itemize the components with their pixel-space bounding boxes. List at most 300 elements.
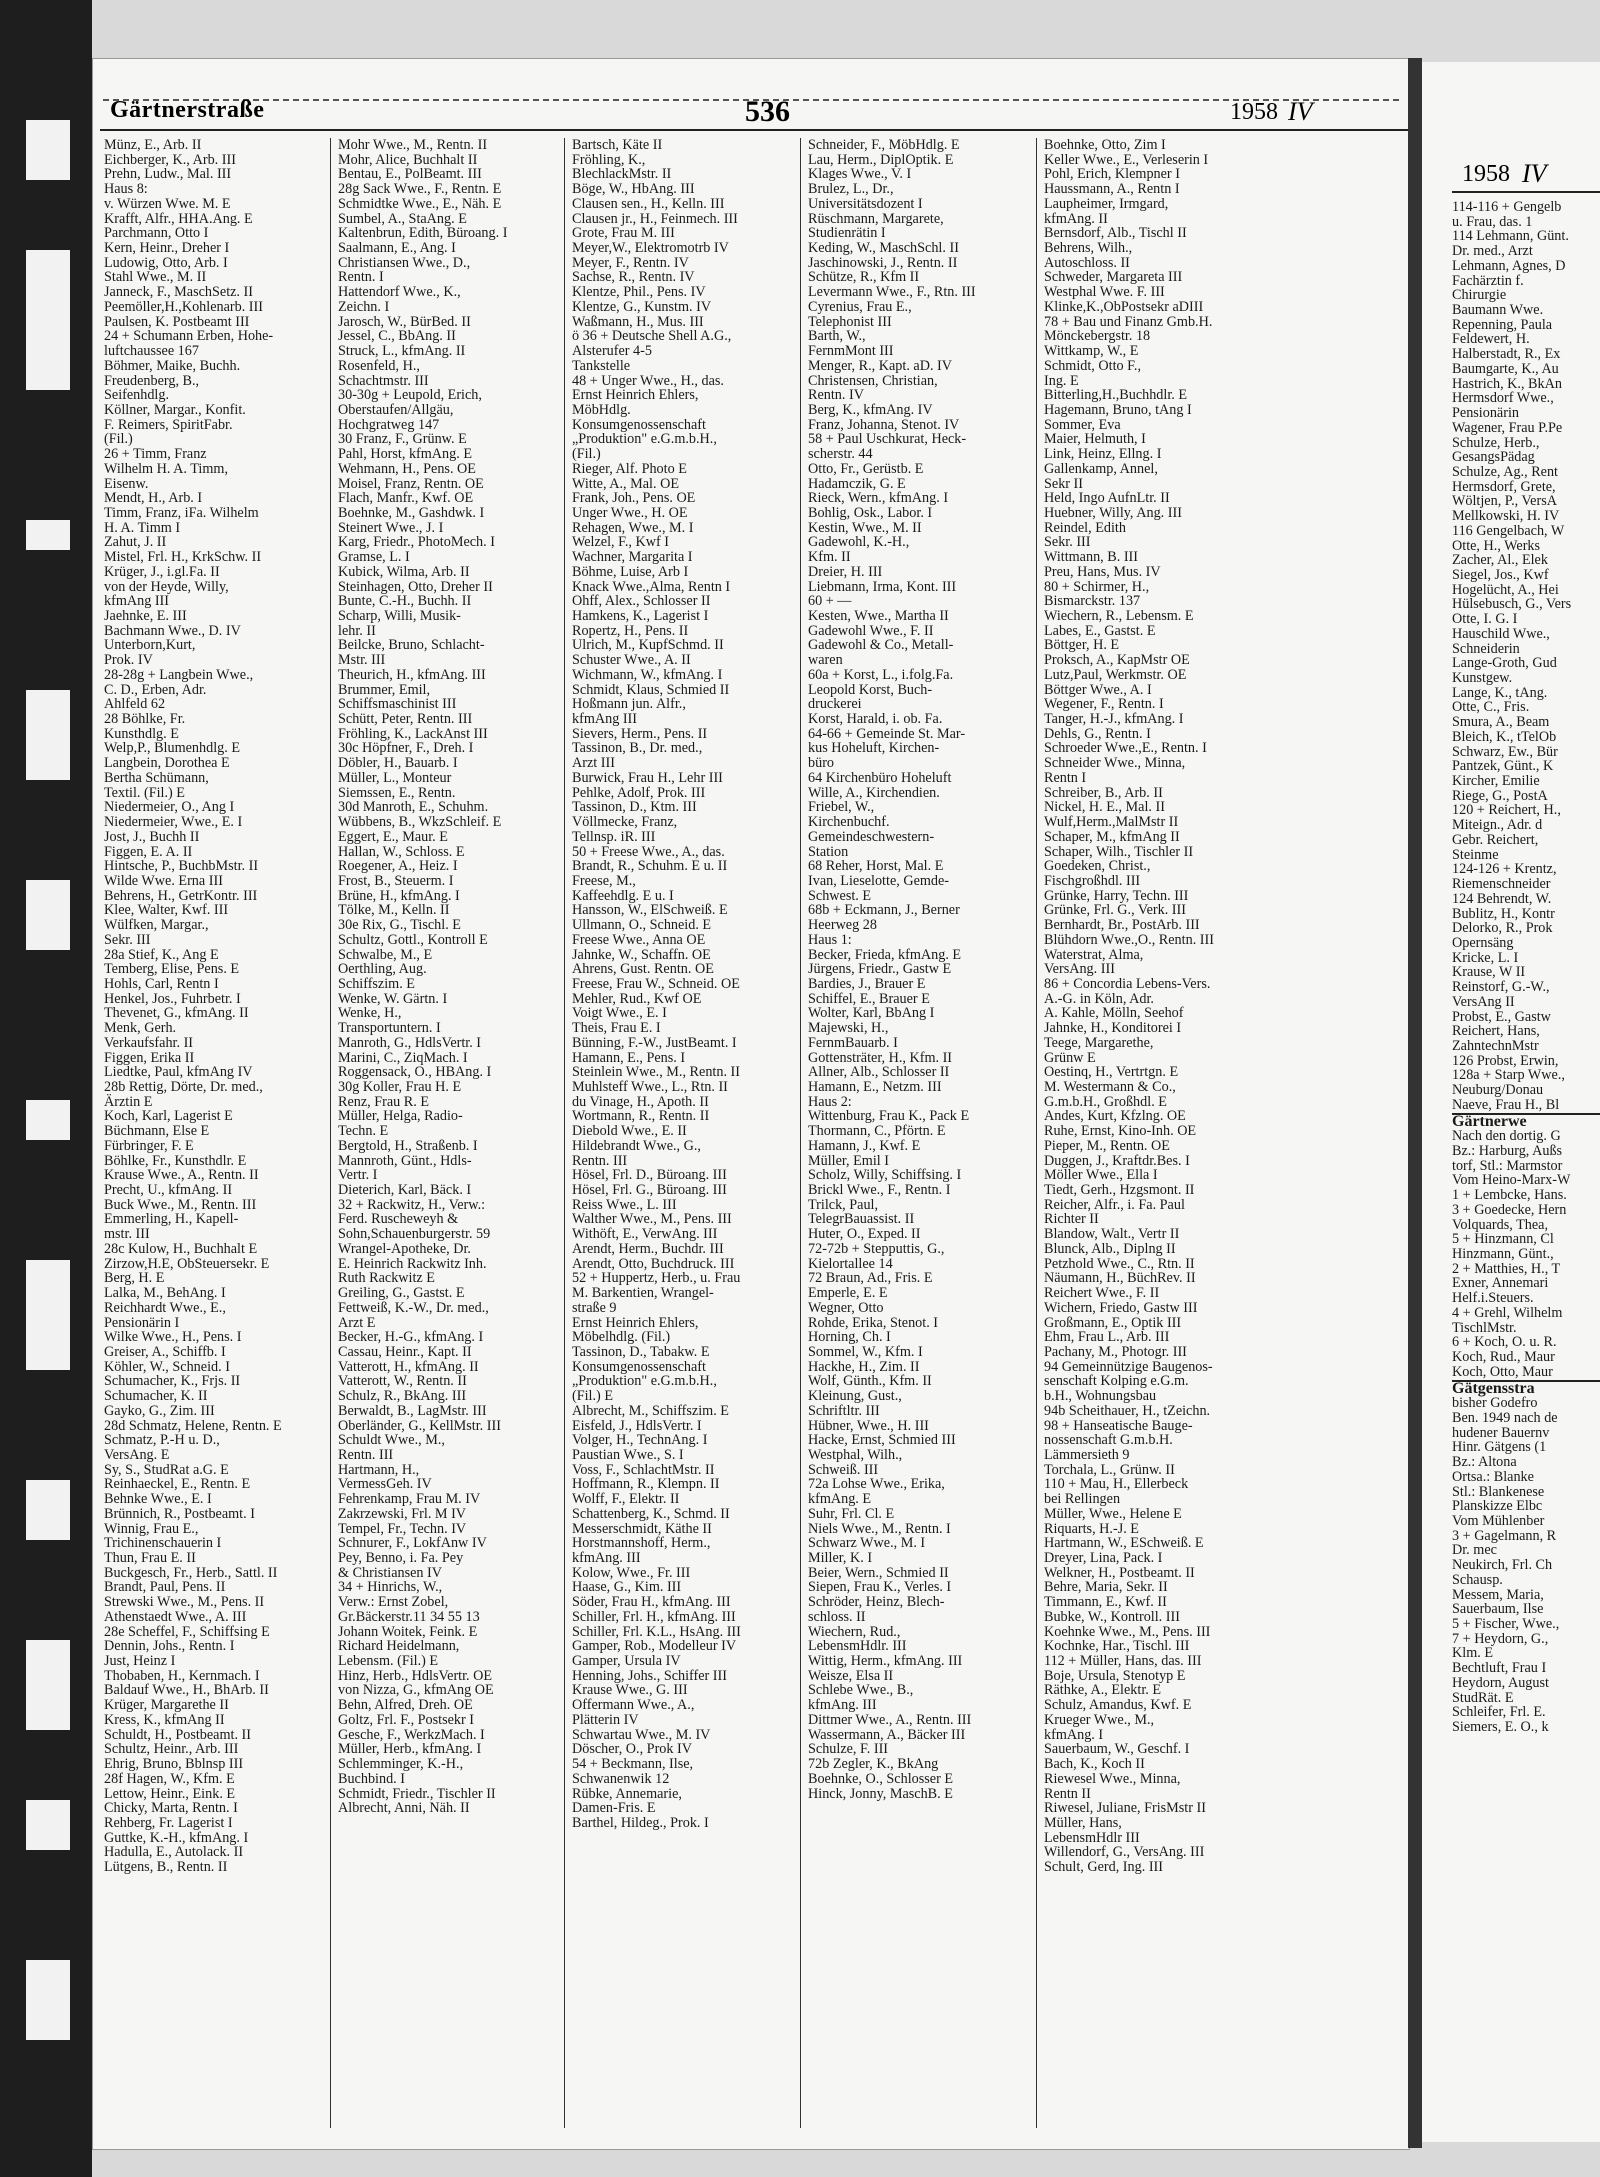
listing-entry: Saalmann, E., Ang. I bbox=[338, 240, 456, 257]
listing-entry: Rübke, Annemarie, bbox=[572, 1785, 682, 1802]
listing-entry: E. Heinrich Rackwitz Inh. bbox=[338, 1255, 487, 1272]
listing-entry: Ahrens, Gust. Rentn. OE bbox=[572, 961, 714, 978]
listing-entry: Roegener, A., Heiz. I bbox=[338, 858, 458, 875]
listing-entry: Klentze, G., Kunstm. IV bbox=[572, 298, 712, 315]
listing-entry: VersAng. III bbox=[1044, 961, 1115, 978]
listing-entry: Barthel, Hildeg., Prok. I bbox=[572, 1814, 709, 1831]
listing-entry: Langbein, Dorothea E bbox=[104, 755, 230, 772]
listing-entry: Flach, Manfr., Kwf. OE bbox=[338, 490, 474, 507]
listing-entry: kfmAng III bbox=[572, 711, 638, 728]
listing-entry: Klentze, Phil., Pens. IV bbox=[572, 284, 706, 301]
listing-entry: b.H., Wohnungsbau bbox=[1044, 1388, 1157, 1405]
listing-entry: Frost, B., Steuerm. I bbox=[338, 872, 454, 889]
listing-entry: Laupheimer, Irmgard, bbox=[1044, 195, 1169, 212]
listing-entry: Rieger, Alf. Photo E bbox=[572, 460, 687, 477]
listing-entry: Precht, U., kfmAng. II bbox=[104, 1182, 233, 1199]
listing-entry: Ruth Rackwitz E bbox=[338, 1270, 435, 1287]
listing-entry: Hösel, Frl. G., Büroang. III bbox=[572, 1182, 727, 1199]
facing-listing-entry: Ben. 1949 nach de bbox=[1452, 1409, 1558, 1426]
facing-listing-entry: Bz.: Harburg, Außs bbox=[1452, 1143, 1563, 1159]
listing-entry: Hinck, Jonny, MaschB. E bbox=[808, 1785, 953, 1802]
facing-listing-entry: TischlMstr. bbox=[1452, 1319, 1517, 1336]
listing-entry: Arzt III bbox=[572, 755, 615, 772]
listing-entry: Willendorf, G., VersAng. III bbox=[1044, 1844, 1205, 1861]
facing-listing-entry: Hauschild Wwe., bbox=[1452, 625, 1550, 642]
listing-entry: Lau, Herm., DiplOptik. E bbox=[808, 151, 954, 168]
facing-listing-entry: Feldewert, H. bbox=[1452, 331, 1530, 348]
listing-entry: Tanger, H.-J., kfmAng. I bbox=[1044, 711, 1184, 728]
listing-entry: Ropertz, H., Pens. II bbox=[572, 622, 689, 639]
listing-entry: 28b Rettig, Dörte, Dr. med., bbox=[104, 1079, 263, 1095]
listing-entry: Mannroth, Günt., Hdls- bbox=[338, 1152, 472, 1169]
facing-listing-entry: Gebr. Reichert, bbox=[1452, 831, 1539, 848]
listing-entry: Schultz, Gottl., Kontroll E bbox=[338, 931, 488, 948]
listing-entry: Mönckebergstr. 18 bbox=[1044, 328, 1151, 345]
listing-entry: MöbHdlg. bbox=[572, 401, 631, 418]
listing-entry: Ernst Heinrich Ehlers, bbox=[572, 1314, 699, 1331]
listing-entry: Verkaufsfahr. II bbox=[104, 1034, 194, 1051]
listing-entry: Offermann Wwe., A., bbox=[572, 1697, 695, 1714]
listing-entry: Messerschmidt, Käthe II bbox=[572, 1520, 712, 1537]
listing-entry: Schult, Gerd, Ing. III bbox=[1044, 1859, 1163, 1876]
facing-listing-entry: Klm. E bbox=[1452, 1645, 1493, 1662]
listing-entry: Theis, Frau E. I bbox=[572, 1020, 661, 1037]
listing-entry: Albrecht, Anni, Näh. II bbox=[338, 1800, 470, 1817]
listing-entry: Fröhling, K., bbox=[572, 151, 646, 168]
listing-entry: Unterborn,Kurt, bbox=[104, 637, 196, 654]
listing-entry: 28d Schmatz, Helene, Rentn. E bbox=[104, 1417, 282, 1434]
listing-entry: Hösel, Frl. D., Büroang. III bbox=[572, 1167, 727, 1184]
listing-entry: Studienrätin I bbox=[808, 225, 886, 242]
listing-entry: Schiffsmaschinist III bbox=[338, 696, 457, 713]
listing-entry: Schachtmstr. III bbox=[338, 372, 429, 389]
listing-entry: Fischgroßhdl. III bbox=[1044, 872, 1141, 889]
listing-entry: Kolow, Wwe., Fr. III bbox=[572, 1564, 691, 1581]
listing-entry: Schiffel, E., Brauer E bbox=[808, 990, 930, 1007]
listing-entry: 64-66 + Gemeinde St. Mar- bbox=[808, 725, 966, 742]
listing-entry: Richard Heidelmann, bbox=[338, 1638, 460, 1655]
facing-listing-entry: Gätgensstra bbox=[1452, 1380, 1600, 1397]
listing-entry: Liedtke, Paul, kfmAng IV bbox=[104, 1064, 253, 1081]
listing-entry: Freudenberg, B., bbox=[104, 372, 200, 389]
page-header bbox=[100, 95, 1580, 131]
listing-entry: & Christiansen IV bbox=[338, 1564, 443, 1581]
listing-entry: Döbler, H., Bauarb. I bbox=[338, 755, 458, 772]
listing-entry: Hadulla, E., Autolack. II bbox=[104, 1844, 244, 1861]
listing-entry: Hochgratweg 147 bbox=[338, 416, 440, 433]
listing-entry: Prehn, Ludw., Mal. III bbox=[104, 166, 232, 183]
listing-entry: Scharp, Willi, Musik- bbox=[338, 608, 461, 624]
listing-entry: Korst, Harald, i. ob. Fa. bbox=[808, 711, 943, 728]
listing-entry: Böge, W., HbAng. III bbox=[572, 181, 695, 198]
listing-entry: Schiller, Frl. K.L., HsAng. III bbox=[572, 1623, 741, 1640]
listing-entry: Pachany, M., Photogr. III bbox=[1044, 1343, 1187, 1360]
listing-entry: Jaschinowski, J., Rentn. II bbox=[808, 254, 958, 271]
listing-entry: Rieck, Wern., kfmAng. I bbox=[808, 490, 949, 507]
listing-entry: Steinhagen, Otto, Dreher II bbox=[338, 578, 493, 595]
listing-entry: straße 9 bbox=[572, 1299, 617, 1316]
listing-entry: kfmAng. II bbox=[1044, 210, 1108, 227]
facing-listing-entry: Riege, G., PostA bbox=[1452, 787, 1548, 804]
listing-entry: Peemöller,H.,Kohlenarb. III bbox=[104, 298, 263, 315]
listing-entry: Boehnke, Otto, Zim I bbox=[1044, 138, 1166, 153]
listing-entry: Müller, Wwe., Helene E bbox=[1044, 1505, 1182, 1522]
listing-entry: Schulz, R., BkAng. III bbox=[338, 1388, 467, 1405]
facing-listing-entry: Bleich, K., tTelOb bbox=[1452, 728, 1557, 745]
listing-entry: Gallenkamp, Annel, bbox=[1044, 460, 1158, 477]
listing-entry: Schütze, R., Kfm II bbox=[808, 269, 920, 286]
facing-listing-entry: 3 + Gagelmann, R bbox=[1452, 1527, 1557, 1544]
facing-listing-entry: StudRät. E bbox=[1452, 1689, 1514, 1706]
listing-entry: scherstr. 44 bbox=[808, 446, 873, 463]
listing-entry: Sumbel, A., StaAng. E bbox=[338, 210, 467, 227]
listing-entry: Karg, Friedr., PhotoMech. I bbox=[338, 534, 495, 551]
listing-entry: Becker, Frieda, kfmAng. E bbox=[808, 946, 962, 963]
listing-entry: Gottensträter, H., Kfm. II bbox=[808, 1049, 953, 1066]
listing-entry: Tellnsp. iR. III bbox=[572, 828, 656, 845]
listing-entry: Krafft, Alfr., HHA.Ang. E bbox=[104, 210, 253, 227]
listing-entry: 54 + Beckmann, Ilse, bbox=[572, 1756, 694, 1773]
facing-listing-entry: Dr. mec bbox=[1452, 1542, 1497, 1559]
facing-listing-entry: Volquards, Thea, bbox=[1452, 1216, 1549, 1233]
listing-entry: Henkel, Jos., Fuhrbetr. I bbox=[104, 990, 241, 1007]
facing-listing-entry: 4 + Grehl, Wilhelm bbox=[1452, 1304, 1563, 1321]
listing-entry: Freese, M., bbox=[572, 872, 636, 889]
listing-entry: Lalka, M., BehAng. I bbox=[104, 1285, 226, 1302]
listing-entry: luftchaussee 167 bbox=[104, 343, 199, 360]
listing-entry: Welzel, F., Kwf I bbox=[572, 534, 670, 551]
listing-entry: Wachner, Margarita I bbox=[572, 549, 693, 566]
listing-entry: Voigt Wwe., E. I bbox=[572, 1005, 667, 1022]
facing-listing-entry: GesangsPädag bbox=[1452, 449, 1535, 466]
listing-entry: 68b + Eckmann, J., Berner bbox=[808, 902, 960, 919]
facing-listing-entry: 124-126 + Krentz, bbox=[1452, 861, 1557, 878]
listing-entry: Dreier, H. III bbox=[808, 563, 883, 580]
listing-entry: Wegener, F., Rentn. I bbox=[1044, 696, 1164, 713]
facing-header-volume: IV bbox=[1522, 159, 1547, 188]
listing-entry: Hamkens, K., Lagerist I bbox=[572, 608, 709, 624]
listing-entry: Huter, O., Exped. II bbox=[808, 1226, 921, 1243]
listing-entry: 50 + Freese Wwe., A., das. bbox=[572, 843, 725, 860]
listing-entry: Schriftltr. III bbox=[808, 1402, 880, 1419]
listing-entry: Suhr, Frl. Cl. E bbox=[808, 1505, 895, 1522]
listing-entry: Bohlig, Osk., Labor. I bbox=[808, 504, 933, 521]
listing-entry: Hattendorf Wwe., K., bbox=[338, 284, 461, 301]
listing-entry: Haussmann, A., Rentn I bbox=[1044, 181, 1180, 198]
listing-entry: büro bbox=[808, 755, 835, 772]
listing-entry: G.m.b.H., Großhdl. E bbox=[1044, 1093, 1167, 1110]
listing-entry: kfmAng. III bbox=[572, 1550, 641, 1566]
listing-entry: Tassinon, D., Tabakw. E bbox=[572, 1343, 710, 1360]
listing-entry: Eisenw. bbox=[104, 475, 149, 492]
listing-entry: Schlemminger, K.-H., bbox=[338, 1756, 464, 1773]
listing-entry: Schröder, Heinz, Blech- bbox=[808, 1594, 945, 1611]
listing-entry: Hackhe, H., Zim. II bbox=[808, 1358, 920, 1375]
facing-listing-entry: u. Frau, das. 1 bbox=[1452, 213, 1533, 230]
facing-listing-entry: Hülsebusch, G., Vers bbox=[1452, 596, 1572, 613]
listing-entry: Wille, A., Kirchendien. bbox=[808, 784, 940, 801]
listing-entry: Schwest. E bbox=[808, 887, 872, 904]
listing-entry: Brünnich, R., Postbeamt. I bbox=[104, 1505, 255, 1522]
listing-entry: Jahnke, W., Schaffn. OE bbox=[572, 946, 711, 963]
listing-entry: Behnke Wwe., E. I bbox=[104, 1491, 212, 1508]
facing-listing-entry: 5 + Fischer, Wwe., bbox=[1452, 1616, 1560, 1632]
listing-entry: Gesche, F., WerkzMach. I bbox=[338, 1726, 485, 1743]
facing-listing-entry: Exner, Annemari bbox=[1452, 1275, 1549, 1292]
listing-entry: Reindel, Edith bbox=[1044, 519, 1126, 536]
facing-listing-entry: 6 + Koch, O. u. R. bbox=[1452, 1334, 1557, 1351]
listing-entry: Mehler, Rud., Kwf OE bbox=[572, 990, 702, 1007]
listing-entry: Jaehnke, E. III bbox=[104, 608, 187, 624]
facing-listing-entry: Hermsdorf Wwe., bbox=[1452, 390, 1554, 407]
facing-listing-entry: Lange, K., tAng. bbox=[1452, 684, 1548, 701]
listing-entry: 28 Böhlke, Fr. bbox=[104, 711, 186, 728]
listing-entry: Held, Ingo AufnLtr. II bbox=[1044, 490, 1170, 507]
facing-listing-entry: Kricke, L. I bbox=[1452, 949, 1519, 966]
listing-entry: Pey, Benno, i. Fa. Pey bbox=[338, 1550, 464, 1566]
listing-entry: Reicher, Alfr., i. Fa. Paul bbox=[1044, 1196, 1185, 1213]
listing-entry: Wittenburg, Frau K., Pack E bbox=[808, 1108, 970, 1125]
listing-entry: Henning, Johs., Schiffer III bbox=[572, 1667, 727, 1684]
facing-page bbox=[1422, 62, 1600, 2142]
listing-entry: Jost, J., Buchh II bbox=[104, 828, 200, 845]
listing-entry: Boje, Ursula, Stenotyp E bbox=[1044, 1667, 1186, 1684]
listing-entry: Oberländer, G., KellMstr. III bbox=[338, 1417, 501, 1434]
facing-listing-entry: Baumann Wwe. bbox=[1452, 302, 1544, 319]
listing-entry: Haase, G., Kim. III bbox=[572, 1579, 682, 1596]
listing-entry: Vertr. I bbox=[338, 1167, 378, 1184]
listing-entry: Brandt, Paul, Pens. II bbox=[104, 1579, 226, 1596]
listing-entry: LebensmHdlr III bbox=[1044, 1829, 1140, 1846]
listing-entry: Emmerling, H., Kapell- bbox=[104, 1211, 239, 1228]
facing-listing-entry: Lange-Groth, Gud bbox=[1452, 655, 1557, 672]
listing-entry: FernmMont III bbox=[808, 343, 894, 360]
listing-entry: Parchmann, Otto I bbox=[104, 225, 209, 242]
listing-entry: Menk, Gerh. bbox=[104, 1020, 177, 1037]
listing-entry: Brüne, H., kfmAng. I bbox=[338, 887, 460, 904]
listing-entry: A. Kahle, Mölln, Seehof bbox=[1044, 1005, 1184, 1022]
facing-listing-entry: 116 Gengelbach, W bbox=[1452, 522, 1565, 539]
listing-entry: Eisfeld, J., HdlsVertr. I bbox=[572, 1417, 702, 1434]
facing-header-year: 1958 bbox=[1462, 161, 1510, 187]
listing-entry: 72b Zegler, K., BkAng bbox=[808, 1756, 939, 1773]
listing-entry: Thobaben, H., Kernmach. I bbox=[104, 1667, 260, 1684]
listing-entry: Voss, F., SchlachtMstr. II bbox=[572, 1461, 715, 1478]
listing-entry: Rentn II bbox=[1044, 1785, 1091, 1802]
listing-entry: VermessGeh. IV bbox=[338, 1476, 432, 1493]
facing-listing-entry: Koch, Otto, Maur bbox=[1452, 1363, 1553, 1380]
listing-entry: Schweiß. III bbox=[808, 1461, 879, 1478]
listing-entry: BlechlackMstr. II bbox=[572, 166, 672, 183]
listing-entry: Böhlke, Fr., Kunsthdlr. E bbox=[104, 1152, 247, 1169]
listing-entry: Wilhelm H. A. Timm, bbox=[104, 460, 228, 477]
facing-listing-entry: Schulze, Ag., Rent bbox=[1452, 463, 1558, 480]
listing-entry: Gadewohl & Co., Metall- bbox=[808, 637, 954, 654]
listing-entry: Schmatz, P.-H u. D., bbox=[104, 1432, 220, 1449]
listing-entry: Roggensack, O., HBAng. I bbox=[338, 1064, 492, 1081]
listing-entry: Gadewohl Wwe., F. II bbox=[808, 622, 934, 639]
listing-entry: Bartsch, Käte II bbox=[572, 138, 663, 153]
listing-entry: Sommel, W., Kfm. I bbox=[808, 1343, 923, 1360]
listing-entry: Just, Heinz I bbox=[104, 1653, 176, 1670]
header-volume: IV bbox=[1288, 97, 1313, 126]
listing-entry: 48 + Unger Wwe., H., das. bbox=[572, 372, 724, 389]
listing-entry: Steinlein Wwe., M., Rentn. II bbox=[572, 1064, 740, 1081]
listing-entry: Behn, Alfred, Dreh. OE bbox=[338, 1697, 473, 1714]
listing-entry: Maier, Helmuth, I bbox=[1044, 431, 1146, 448]
listing-entry: Bachmann Wwe., D. IV bbox=[104, 622, 241, 639]
listing-entry: Rentn. I bbox=[338, 269, 384, 286]
listing-entry: Dennin, Johs., Rentn. I bbox=[104, 1638, 235, 1655]
listing-entry: Wassermann, A., Bäcker III bbox=[808, 1726, 966, 1743]
listing-entry: kfmAng. III bbox=[808, 1697, 877, 1714]
listing-entry: Beier, Wern., Schmied II bbox=[808, 1564, 949, 1581]
listing-entry: Ruhe, Ernst, Kino-Inh. OE bbox=[1044, 1123, 1197, 1140]
listing-entry: Lütgens, B., Rentn. II bbox=[104, 1859, 228, 1876]
listing-entry: Petzhold Wwe., C., Rtn. II bbox=[1044, 1255, 1195, 1272]
facing-listing-entry: Miteign., Adr. d bbox=[1452, 817, 1543, 834]
listing-entry: 60a + Korst, L., i.folg.Fa. bbox=[808, 666, 954, 683]
listing-entry: Autoschloss. II bbox=[1044, 254, 1130, 271]
facing-listing-entry: Planskizze Elbc bbox=[1452, 1498, 1543, 1515]
listing-entry: Reichhardt Wwe., E., bbox=[104, 1299, 226, 1316]
listing-entry: Kirchenbuchf. bbox=[808, 814, 890, 831]
listing-entry: Völlmecke, Franz, bbox=[572, 814, 678, 831]
listing-entry: 30d Manroth, E., Schuhm. bbox=[338, 799, 489, 816]
listing-entry: Schneider, F., MöbHdlg. E bbox=[808, 138, 960, 153]
listing-entry: Wilde Wwe. Erna III bbox=[104, 872, 223, 889]
listing-entry: Gayko, G., Zim. III bbox=[104, 1402, 215, 1419]
listing-entry: Levermann Wwe., F., Rtn. III bbox=[808, 284, 976, 301]
facing-listing-entry: Schleifer, Frl. E. bbox=[1452, 1704, 1546, 1721]
listing-entry: Wenke, H., bbox=[338, 1005, 402, 1022]
listing-entry: Grünw E bbox=[1044, 1049, 1096, 1066]
listing-entry: Pieper, M., Rentn. OE bbox=[1044, 1137, 1170, 1154]
listing-entry: Hoffmann, R., Klempn. II bbox=[572, 1476, 720, 1493]
listing-entry: Unger Wwe., H. OE bbox=[572, 504, 688, 521]
facing-listing-entry: Stl.: Blankenese bbox=[1452, 1483, 1545, 1500]
listing-entry: Dreyer, Lina, Pack. I bbox=[1044, 1550, 1163, 1566]
listing-entry: Boehnke, M., Gashdwk. I bbox=[338, 504, 485, 521]
listing-entry: Scholz, Willy, Schiffsing. I bbox=[808, 1167, 962, 1184]
listing-entry: Kress, K., kfmAng II bbox=[104, 1711, 225, 1728]
listing-entry: Bismarckstr. 137 bbox=[1044, 593, 1141, 610]
listing-entry: Tassinon, B., Dr. med., bbox=[572, 740, 703, 757]
facing-listing-entry: Smura, A., Beam bbox=[1452, 714, 1550, 731]
listing-entry: Krüger, J., i.gl.Fa. II bbox=[104, 563, 220, 580]
listing-entry: 30-30g + Leupold, Erich, bbox=[338, 387, 482, 404]
listing-entry: (Fil.) E bbox=[572, 1388, 613, 1405]
listing-entry: kfmAng. I bbox=[1044, 1726, 1104, 1743]
listing-entry: TelegrBauassist. II bbox=[808, 1211, 915, 1228]
listing-entry: Jahnke, H., Konditorei I bbox=[1044, 1020, 1182, 1037]
listing-entry: (Fil.) bbox=[572, 446, 601, 463]
listing-entry: Trilck, Paul, bbox=[808, 1196, 879, 1213]
listing-entry: Buckgesch, Fr., Herb., Sattl. II bbox=[104, 1564, 278, 1581]
listing-entry: Wichern, Friedo, Gastw III bbox=[1044, 1299, 1198, 1316]
listing-entry: Marini, C., ZiqMach. I bbox=[338, 1049, 468, 1066]
listing-entry: 28-28g + Langbein Wwe., bbox=[104, 666, 254, 683]
listing-entry: Rüschmann, Margarete, bbox=[808, 210, 944, 227]
listing-entry: Gadewohl, K.-H., bbox=[808, 534, 910, 551]
facing-page-header bbox=[1452, 157, 1600, 193]
listing-entry: Liebmann, Irma, Kont. III bbox=[808, 578, 957, 595]
listing-entry: Kaltenbrun, Edith, Büroang. I bbox=[338, 225, 508, 242]
facing-listing-entry: Baumgarte, K., Au bbox=[1452, 360, 1559, 377]
listing-entry: ö 36 + Deutsche Shell A.G., bbox=[572, 328, 732, 345]
facing-listing-entry: Otte, I. G. I bbox=[1452, 611, 1518, 628]
listing-entry: Diebold Wwe., E. II bbox=[572, 1123, 687, 1140]
listing-entry: Bitterling,H.,Buchhdlr. E bbox=[1044, 387, 1188, 404]
listing-column-4 bbox=[802, 138, 1037, 2128]
listing-entry: Paustian Wwe., S. I bbox=[572, 1446, 684, 1463]
listing-entry: Waßmann, H., Mus. III bbox=[572, 313, 704, 330]
facing-listing-entry: 5 + Hinzmann, Cl bbox=[1452, 1231, 1554, 1248]
listing-entry: Dittmer Wwe., A., Rentn. III bbox=[808, 1711, 972, 1728]
listing-entry: Arendt, Otto, Buchdruck. III bbox=[572, 1255, 735, 1272]
listing-entry: LebensmHdlr. III bbox=[808, 1638, 907, 1655]
listing-entry: 94b Scheithauer, H., tZeichn. bbox=[1044, 1402, 1211, 1419]
listing-entry: Bentau, E., PolBeamt. III bbox=[338, 166, 482, 183]
listing-entry: Thormann, C., Pförtn. E bbox=[808, 1123, 946, 1140]
listing-entry: Lutz,Paul, Werkmstr. OE bbox=[1044, 666, 1187, 683]
listing-entry: Brummer, Emil, bbox=[338, 681, 431, 698]
listing-entry: Boehnke, O., Schlosser E bbox=[808, 1770, 954, 1787]
listing-entry: 72-72b + Stepputtis, G., bbox=[808, 1240, 945, 1257]
listing-entry: Köhler, W., Schneid. I bbox=[104, 1358, 230, 1375]
listing-entry: A.-G. in Köln, Adr. bbox=[1044, 990, 1154, 1007]
listing-entry: Mendt, H., Arb. I bbox=[104, 490, 203, 507]
listing-entry: Möbelhdlg. (Fil.) bbox=[572, 1329, 671, 1346]
listing-entry: Reinhaeckel, E., Rentn. E bbox=[104, 1476, 251, 1493]
listing-entry: Mstr. III bbox=[338, 652, 386, 669]
listing-entry: C. D., Erben, Adr. bbox=[104, 681, 207, 698]
listing-entry: 28a Stief, K., Ang E bbox=[104, 946, 219, 963]
listing-entry: Sievers, Herm., Pens. II bbox=[572, 725, 708, 742]
listing-entry: Renz, Frau R. E bbox=[338, 1093, 430, 1110]
facing-listing-entry: Wagener, Frau P.Pe bbox=[1452, 419, 1563, 436]
listing-entry: 28f Hagen, W., Kfm. E bbox=[104, 1770, 235, 1787]
facing-listing-entry: Neukirch, Frl. Ch bbox=[1452, 1557, 1553, 1574]
listing-entry: Struck, L., kfmAng. II bbox=[338, 343, 466, 360]
listing-entry: Manroth, G., HdlsVertr. I bbox=[338, 1034, 482, 1051]
listing-entry: Lebensm. (Fil.) E bbox=[338, 1653, 439, 1670]
listing-entry: Jessel, C., BbAng. II bbox=[338, 328, 456, 345]
listing-entry: Tassinon, D., Ktm. III bbox=[572, 799, 697, 816]
listing-entry: Winnig, Frau E., bbox=[104, 1520, 199, 1537]
listing-entry: Hamann, J., Kwf. E bbox=[808, 1137, 921, 1154]
listing-entry: Bubke, W., Kontroll. III bbox=[1044, 1608, 1180, 1625]
listing-entry: Freese Wwe., Anna OE bbox=[572, 931, 706, 948]
listing-entry: Blühdorn Wwe.,O., Rentn. III bbox=[1044, 931, 1214, 948]
listing-entry: Vatterott, H., kfmAng. II bbox=[338, 1358, 479, 1375]
listing-entry: Brulez, L., Dr., bbox=[808, 181, 894, 198]
listing-entry: Kesten, Wwe., Martha II bbox=[808, 608, 949, 624]
listing-entry: Preu, Hans, Mus. IV bbox=[1044, 563, 1161, 580]
listing-entry: Cyrenius, Frau E., bbox=[808, 298, 912, 315]
listing-entry: Emperle, E. E bbox=[808, 1285, 888, 1302]
listing-entry: Klages Wwe., V. I bbox=[808, 166, 912, 183]
listing-entry: (Fil.) bbox=[104, 431, 133, 448]
listing-entry: Arendt, Herm., Buchdr. III bbox=[572, 1240, 724, 1257]
facing-listing-entry: Bz.: Altona bbox=[1452, 1454, 1517, 1471]
listing-entry: Volger, H., TechnAng. I bbox=[572, 1432, 708, 1449]
listing-entry: Steinert Wwe., J. I bbox=[338, 519, 444, 536]
facing-listing-entry: Kunstgew. bbox=[1452, 670, 1513, 686]
listing-entry: Allner, Alb., Schlosser II bbox=[808, 1064, 950, 1081]
listing-entry: Wübbens, B., WkzSchleif. E bbox=[338, 814, 502, 831]
listing-entry: Freese, Frau W., Schneid. OE bbox=[572, 975, 740, 992]
